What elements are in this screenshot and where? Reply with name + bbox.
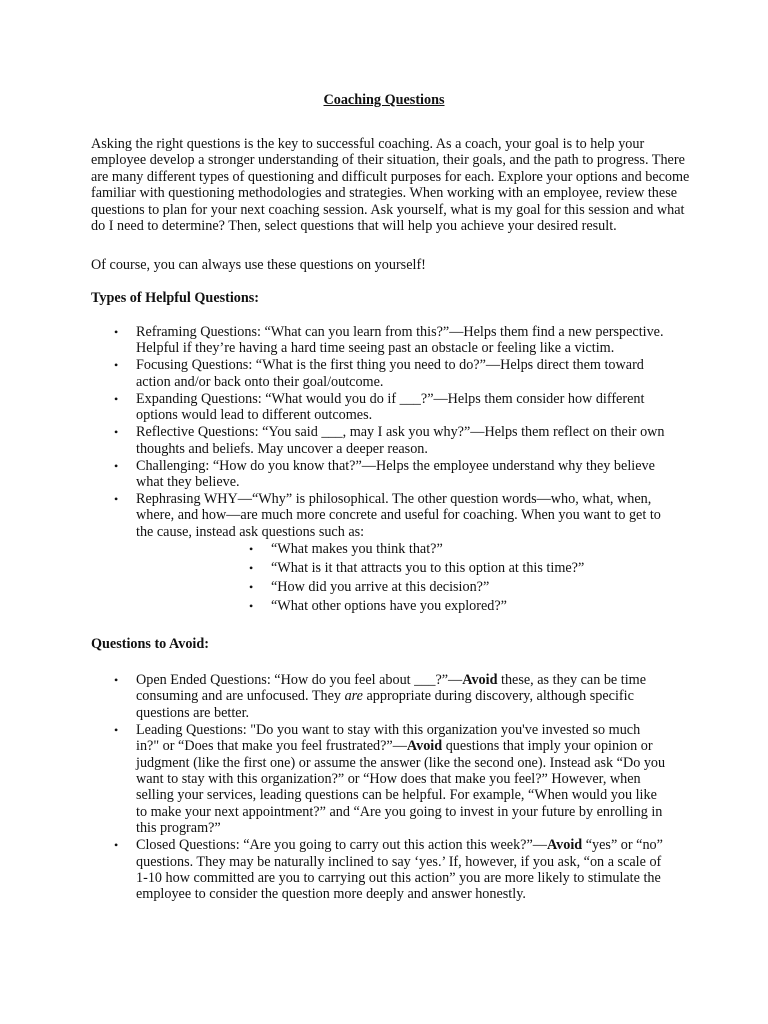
list-item xyxy=(0,391,666,424)
bullet-icon: • xyxy=(114,391,119,406)
sub-list-item xyxy=(249,559,666,578)
bullet-icon: • xyxy=(114,722,119,737)
list-item xyxy=(0,672,666,721)
leading-text-start: Leading Questions: "Do you want to stay with this organization you've invested so much in?" or “Does that make you feel frustrated?”— xyxy=(136,721,641,755)
sub-list-item xyxy=(249,597,666,616)
open-ended-text-end: appropriate during discovery, although specific questions are better. xyxy=(136,688,634,721)
list-item xyxy=(0,357,666,390)
types-list xyxy=(0,324,768,617)
focusing-questions: Focusing Questions: “What is the first thing you need to do?”—Helps direct them toward action and/or back onto their goal/outcome. xyxy=(136,357,644,390)
of-course-paragraph: Of course, you can always use these questions on yourself! xyxy=(91,257,426,273)
bullet-icon: • xyxy=(249,580,254,595)
bullet-icon: • xyxy=(114,458,119,473)
types-heading: Types of Helpful Questions: xyxy=(91,290,260,306)
intro-paragraph: Asking the right questions is the key to successful coaching. As a coach, your goal is to help your employee develop a stronger understanding of their situation, their goals, and the path to progress. There are many different types of questioning and difficult purposes for each. Explore your options and become familiar with questioning methodologies and strategies. When working with an employee, review these questions to plan for your next coaching session. Ask yourself, what is my goal for this session and what do I need to determine? Then, select questions that will help you achieve your desired result. xyxy=(91,136,690,235)
why-alternative: “What makes you think that?” xyxy=(271,541,443,558)
open-ended-text-middle: these, as they can be time consuming and are unfocused. They xyxy=(136,672,646,705)
list-item xyxy=(0,837,666,903)
bullet-icon: • xyxy=(249,542,254,557)
why-alternative: “What is it that attracts you to this option at this time?” xyxy=(271,560,585,577)
list-item xyxy=(0,491,666,616)
bullet-icon: • xyxy=(114,492,119,507)
why-alternatives-list xyxy=(136,540,666,616)
bullet-icon: • xyxy=(114,325,119,339)
why-alternative: “What other options have you explored?” xyxy=(271,598,507,615)
avoid-heading: Questions to Avoid: xyxy=(91,636,209,652)
avoid-emphasis: Avoid xyxy=(462,672,498,688)
reflective-questions: Reflective Questions: “You said ___, may I ask you why?”—Helps them reflect on their own thoughts and beliefs. May uncover a deeper reason. xyxy=(136,424,665,457)
sub-list-item xyxy=(249,540,666,559)
rephrasing-why: Rephrasing WHY—“Why” is philosophical. The other question words—who, what, when, where, and how—are much more concrete and useful for coaching. When you want to get to the cause, instead ask questions such as: xyxy=(136,491,661,540)
avoid-list xyxy=(0,672,768,903)
bullet-icon: • xyxy=(114,358,119,373)
reframing-questions: Reframing Questions: “What can you learn from this?”—Helps them find a new perspective. Helpful if they’re having a hard time seeing past an obstacle or feeling like a victim. xyxy=(136,324,664,357)
open-ended-text-start: Open Ended Questions: “How do you feel about ___?”— xyxy=(136,672,463,688)
bullet-icon: • xyxy=(114,673,119,687)
bullet-icon: • xyxy=(114,425,119,440)
list-item xyxy=(0,458,666,491)
bullet-icon: • xyxy=(249,599,254,614)
sub-list-item xyxy=(249,578,666,597)
closed-text-start: Closed Questions: “Are you going to carry out this action this week?”— xyxy=(136,837,547,854)
list-item xyxy=(0,424,666,457)
closed-text-end: “yes” or “no” questions. They may be naturally inclined to say ‘yes.’ If, however, if you ask, “on a scale of 1-10 how committed are you to carrying out this action” you are more likely to stimulate the employee to consider the question more deeply and answer honestly. xyxy=(136,837,663,903)
expanding-questions: Expanding Questions: “What would you do if ___?”—Helps them consider how different options would lead to different outcomes. xyxy=(136,390,645,424)
are-emphasis: are xyxy=(344,688,363,705)
avoid-emphasis: Avoid xyxy=(546,837,583,854)
why-alternative: “How did you arrive at this decision?” xyxy=(271,579,490,596)
challenging-questions: Challenging: “How do you know that?”—Helps the employee understand why they believe what they believe. xyxy=(136,457,655,491)
document-title: Coaching Questions xyxy=(323,92,445,108)
list-item xyxy=(0,324,666,357)
bullet-icon: • xyxy=(249,561,254,576)
bullet-icon: • xyxy=(114,838,119,853)
avoid-emphasis: Avoid xyxy=(406,738,443,755)
list-item xyxy=(0,722,666,837)
leading-text-end: questions that imply your opinion or judgment (like the first one) or assume the answer (like the second one). Instead ask “Do you want to stay with this organization?” or “How does that make you feel?” However, when selling your services, leading questions can be helpful. For example, “When would you like to make your next appointment?” and “Are you going to invest in your future by enrolling in this program?” xyxy=(136,738,666,837)
